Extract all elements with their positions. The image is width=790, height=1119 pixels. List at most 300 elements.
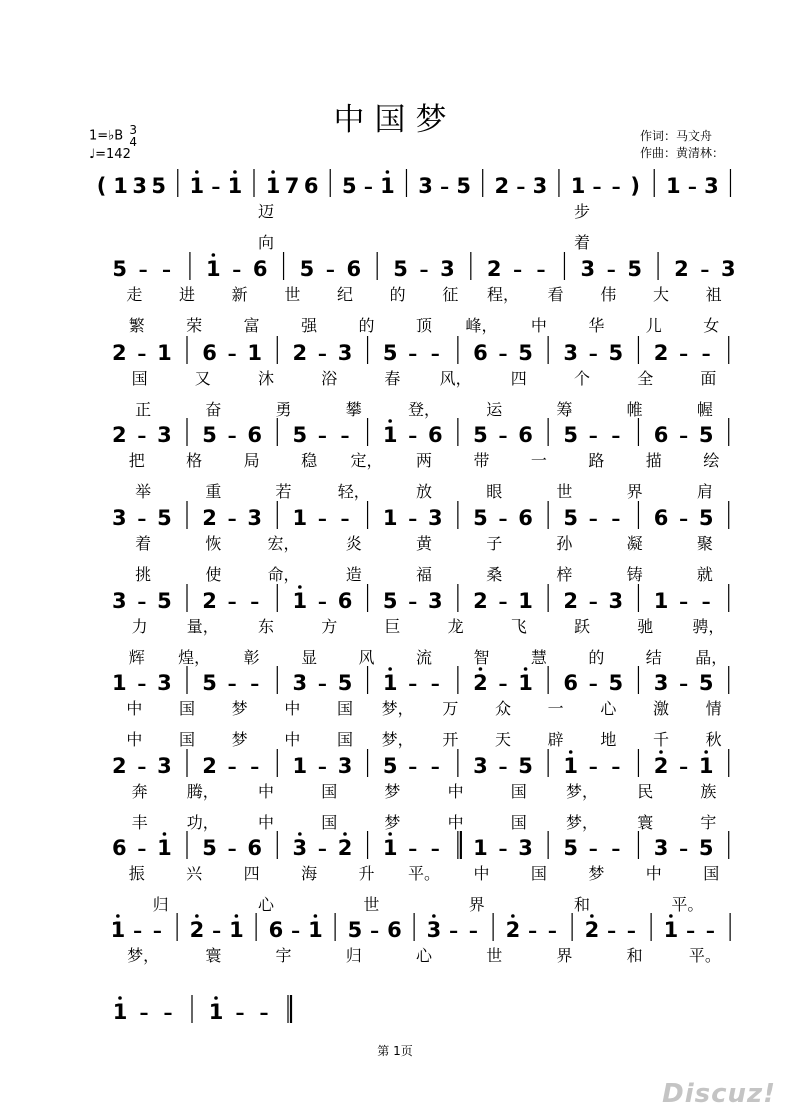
dash-extender: – xyxy=(588,509,598,530)
lyric-char: 命， xyxy=(267,565,300,584)
dash-extender: – xyxy=(700,260,710,281)
note-digit: 1 xyxy=(157,836,172,860)
dash-extender: – xyxy=(137,592,147,613)
high-octave-dot xyxy=(524,667,528,671)
lyric-char: 辉 xyxy=(128,648,145,667)
note-digit: 3 xyxy=(563,341,579,365)
note-digit: ( xyxy=(96,174,107,198)
lyric-char: 众 xyxy=(494,699,512,718)
dash-extender: – xyxy=(137,344,147,365)
lyric-char: 就 xyxy=(696,565,713,584)
dash-extender: – xyxy=(211,177,221,198)
lyric-char: 东 xyxy=(257,617,275,636)
dash-extender: – xyxy=(679,344,689,365)
lyric-char: 梓 xyxy=(556,565,573,584)
page-footer: 第 1页 xyxy=(377,1044,413,1058)
lyric-char: 族 xyxy=(700,782,717,801)
note-digit: 2 xyxy=(505,918,521,942)
high-octave-dot xyxy=(386,170,390,174)
note-digit: 5 xyxy=(456,174,471,198)
note-digit: 1 xyxy=(157,341,172,365)
lyric-char: 把 xyxy=(128,451,145,470)
note-digit: 5 xyxy=(202,671,217,695)
dash-extender: – xyxy=(250,674,260,695)
note-digit: 6 xyxy=(247,423,263,447)
lyric-char: 的 xyxy=(389,285,406,304)
note-digit: 3 xyxy=(111,506,127,530)
lyric-char: 描 xyxy=(645,451,662,470)
high-octave-dot xyxy=(388,667,392,671)
dash-extender: – xyxy=(138,260,148,281)
dash-extender: – xyxy=(317,509,327,530)
high-octave-dot xyxy=(163,832,167,836)
lyric-char: 国 xyxy=(321,782,338,801)
note-digit: 2 xyxy=(111,754,127,778)
dash-extender: – xyxy=(408,509,418,530)
note-digit: 5 xyxy=(563,506,579,530)
dash-extender: – xyxy=(606,260,616,281)
note-digit: 1 xyxy=(382,671,398,695)
dash-extender: – xyxy=(291,921,301,942)
dash-extender: – xyxy=(139,1003,149,1024)
note-digit: 1 xyxy=(265,174,281,198)
lyric-char: 凝 xyxy=(626,534,643,553)
note-digit: 5 xyxy=(382,589,398,613)
lyric-char: 个 xyxy=(573,369,591,388)
dash-extender: – xyxy=(235,1003,245,1024)
lyric-char: 梦， xyxy=(127,946,160,965)
lyric-char: 归 xyxy=(152,895,169,914)
lyric-char: 心 xyxy=(257,895,275,914)
note-digit: 6 xyxy=(518,423,533,447)
note-digit: 6 xyxy=(518,506,533,530)
dash-extender: – xyxy=(227,344,237,365)
lyric-char: 功， xyxy=(186,813,219,832)
lyric-char: 奔 xyxy=(131,782,148,801)
lyric-char: 着 xyxy=(135,534,152,553)
lyric-char: 心 xyxy=(600,699,617,718)
dash-extender: – xyxy=(408,426,418,447)
lyric-char: 秋 xyxy=(705,730,722,749)
note-digit: 6 xyxy=(202,341,217,365)
lyric-char: 风 xyxy=(358,648,375,667)
high-octave-dot xyxy=(343,832,347,836)
note-digit: 6 xyxy=(473,341,488,365)
lyric-char: 丰 xyxy=(131,813,148,832)
lyric-char: 四 xyxy=(243,864,260,883)
dash-extender: – xyxy=(317,592,327,613)
lyric-char: 迈 xyxy=(257,202,275,221)
high-octave-dot xyxy=(235,914,239,918)
dash-extender: – xyxy=(317,426,327,447)
lyric-char: 心 xyxy=(415,946,433,965)
note-digit: 6 xyxy=(653,423,669,447)
note-digit: 5 xyxy=(157,506,172,530)
note-digit: 2 xyxy=(202,589,217,613)
note-digit: 5 xyxy=(563,423,579,447)
lyric-char: 开 xyxy=(442,730,459,749)
dash-extender: – xyxy=(468,921,478,942)
note-digit: 3 xyxy=(532,174,548,198)
high-octave-dot xyxy=(590,914,594,918)
dash-extender: – xyxy=(325,260,335,281)
meter-bottom: 4 xyxy=(129,135,137,149)
note-digit: 1 xyxy=(518,589,533,613)
dash-extender: – xyxy=(212,921,222,942)
lyric-char: 海 xyxy=(301,864,318,883)
note-digit: 5 xyxy=(382,341,398,365)
lyric-char: 一 xyxy=(530,451,547,470)
high-octave-dot xyxy=(212,253,216,257)
note-digit: 5 xyxy=(627,257,642,281)
lyric-char: 显 xyxy=(301,648,318,667)
dash-extender: – xyxy=(498,426,508,447)
note-digit: 3 xyxy=(157,754,172,778)
dash-extender: – xyxy=(588,839,598,860)
lyric-char: 煌， xyxy=(178,648,211,667)
note-digit: 1 xyxy=(382,423,398,447)
dash-extender: – xyxy=(340,426,350,447)
lyric-char: 放 xyxy=(415,482,433,501)
dash-extender: – xyxy=(408,674,418,695)
high-octave-dot xyxy=(116,914,120,918)
lyric-char: 中 xyxy=(284,699,301,718)
lyric-char: 强 xyxy=(301,316,318,335)
lyric-char: 腾， xyxy=(186,782,219,801)
note-digit: 3 xyxy=(440,257,455,281)
lyric-char: 激 xyxy=(652,699,670,718)
lyric-char: 中 xyxy=(126,730,143,749)
high-octave-dot xyxy=(479,667,483,671)
lyric-char: 幄 xyxy=(696,400,713,419)
dash-extender: – xyxy=(686,921,696,942)
dash-extender: – xyxy=(430,674,440,695)
lyric-char: 稳 xyxy=(301,451,318,470)
dash-extender: – xyxy=(152,921,162,942)
lyric-char: 梦 xyxy=(384,782,401,801)
lyric-char: 国 xyxy=(321,813,338,832)
lyric-char: 祖 xyxy=(705,285,722,304)
dash-extender: – xyxy=(679,509,689,530)
lyric-char: 举 xyxy=(135,482,152,501)
note-digit: 6 xyxy=(346,257,362,281)
dash-extender: – xyxy=(408,344,418,365)
lyric-char: 世 xyxy=(556,482,573,501)
note-digit: 1 xyxy=(229,918,244,942)
dash-extender: – xyxy=(227,426,237,447)
high-octave-dot xyxy=(233,170,237,174)
note-digit: 6 xyxy=(268,918,284,942)
note-digit: 3 xyxy=(132,174,147,198)
dash-extender: – xyxy=(498,344,508,365)
high-octave-dot xyxy=(298,832,302,836)
lyric-char: 肩 xyxy=(696,482,713,501)
high-octave-dot xyxy=(388,832,392,836)
dash-extender: – xyxy=(611,757,621,778)
lyric-char: 智 xyxy=(473,648,490,667)
dash-extender: – xyxy=(588,757,598,778)
lyric-char: 地 xyxy=(600,730,617,749)
lyric-char: 千 xyxy=(652,730,670,749)
note-digit: 3 xyxy=(292,671,308,695)
note-digit: 1 xyxy=(665,174,681,198)
lyric-char: 跃 xyxy=(573,617,591,636)
song-title: 中国梦 xyxy=(333,102,457,138)
note-digit: 1 xyxy=(382,506,398,530)
note-digit: 3 xyxy=(720,257,736,281)
note-digit: 3 xyxy=(157,671,172,695)
note-digit: 1 xyxy=(227,174,243,198)
note-digit: 3 xyxy=(418,174,433,198)
dash-extender: – xyxy=(317,674,327,695)
lyric-char: 勇 xyxy=(275,400,292,419)
note-digit: 1 xyxy=(473,836,488,860)
note-digit: 1 xyxy=(663,918,679,942)
meter-top: 3 xyxy=(129,123,137,137)
lyric-char: 宏， xyxy=(267,534,300,553)
lyric-char: 的 xyxy=(588,648,605,667)
dash-extender: – xyxy=(592,177,602,198)
lyric-char: 世 xyxy=(363,895,380,914)
dash-extender: – xyxy=(498,509,508,530)
high-octave-dot xyxy=(388,419,392,423)
note-digit: 5 xyxy=(518,341,533,365)
note-digit: 5 xyxy=(473,506,488,530)
lyric-char: 世 xyxy=(486,946,503,965)
high-octave-dot xyxy=(569,750,573,754)
lyric-char: 中 xyxy=(530,316,547,335)
lyricist: 作词：马文舟 xyxy=(640,129,713,143)
lyric-char: 黄 xyxy=(415,534,433,553)
lyric-char: 向 xyxy=(257,233,275,252)
dash-extender: – xyxy=(137,757,147,778)
lyric-char: 眼 xyxy=(486,482,503,501)
note-digit: 3 xyxy=(111,589,127,613)
lyric-char: 炎 xyxy=(345,534,362,553)
lyric-char: 梦， xyxy=(381,699,414,718)
lyric-char: 帷 xyxy=(626,400,643,419)
lyric-char: 华 xyxy=(588,316,605,335)
lyric-char: 巨 xyxy=(384,617,401,636)
dash-extender: – xyxy=(626,921,636,942)
lyric-char: 峰， xyxy=(465,316,498,335)
lyric-char: 风， xyxy=(439,369,472,388)
lyric-char: 天 xyxy=(494,730,512,749)
lyric-char: 走 xyxy=(126,285,143,304)
note-digit: 5 xyxy=(698,423,714,447)
note-digit: 5 xyxy=(337,671,353,695)
note-digit: 2 xyxy=(653,754,669,778)
lyric-char: 挑 xyxy=(135,565,152,584)
note-digit: 5 xyxy=(608,671,624,695)
lyric-char: 寰 xyxy=(637,813,654,832)
lyric-char: 浴 xyxy=(321,369,338,388)
high-octave-dot xyxy=(214,996,218,1000)
note-digit: 3 xyxy=(704,174,719,198)
lyric-char: 宇 xyxy=(700,813,717,832)
lyric-char: 铸 xyxy=(626,565,643,584)
lyric-char: 梦 xyxy=(384,813,401,832)
lyric-char: 晶， xyxy=(695,648,728,667)
dash-extender: – xyxy=(137,674,147,695)
lyric-char: 彰 xyxy=(243,648,260,667)
note-digit: 2 xyxy=(584,918,600,942)
lyric-char: 梦 xyxy=(588,864,605,883)
lyric-char: 平。 xyxy=(688,946,721,965)
note-digit: ) xyxy=(630,174,640,198)
note-digit: 3 xyxy=(518,836,533,860)
lyric-char: 辟 xyxy=(547,730,564,749)
note-digit: 5 xyxy=(393,257,408,281)
lyric-char: 结 xyxy=(645,648,662,667)
lyric-char: 儿 xyxy=(645,316,662,335)
lyric-char: 繁 xyxy=(128,316,145,335)
lyric-char: 两 xyxy=(415,451,433,470)
note-digit: 5 xyxy=(518,754,533,778)
lyric-char: 征 xyxy=(442,285,459,304)
dash-extender: – xyxy=(259,1003,269,1024)
lyric-char: 界 xyxy=(468,895,485,914)
lyric-char: 慧 xyxy=(530,648,547,667)
lyric-char: 全 xyxy=(637,369,654,388)
dash-extender: – xyxy=(137,839,147,860)
lyric-char: 升 xyxy=(358,864,375,883)
note-digit: 3 xyxy=(427,506,443,530)
lyric-char: 恢 xyxy=(205,534,222,553)
lyric-char: 桑 xyxy=(486,565,503,584)
dash-extender: – xyxy=(679,839,689,860)
lyric-char: 梦， xyxy=(565,813,599,832)
dash-extender: – xyxy=(317,344,327,365)
dash-extender: – xyxy=(498,592,508,613)
dash-extender: – xyxy=(419,260,429,281)
dash-extender: – xyxy=(701,344,711,365)
lyric-char: 国 xyxy=(178,699,196,718)
lyric-char: 兴 xyxy=(186,864,203,883)
note-digit: 3 xyxy=(473,754,488,778)
note-digit: 1 xyxy=(563,754,579,778)
note-digit: 6 xyxy=(247,836,263,860)
lyric-char: 着 xyxy=(573,233,591,252)
note-digit: 3 xyxy=(292,836,308,860)
lyric-char: 平。 xyxy=(671,895,704,914)
note-digit: 5 xyxy=(341,174,357,198)
note-digit: 1 xyxy=(206,257,221,281)
lyric-char: 正 xyxy=(135,400,152,419)
lyric-char: 伟 xyxy=(600,285,617,304)
dash-extender: – xyxy=(250,757,260,778)
dash-extender: – xyxy=(227,674,237,695)
lyric-char: 子 xyxy=(486,534,503,553)
note-digit: 5 xyxy=(347,918,363,942)
lyric-char: 福 xyxy=(415,565,433,584)
note-digit: 1 xyxy=(292,506,308,530)
lyric-char: 中 xyxy=(447,782,464,801)
note-digit: 5 xyxy=(202,423,217,447)
lyric-char: 沐 xyxy=(257,369,275,388)
note-digit: 3 xyxy=(337,754,353,778)
lyric-char: 看 xyxy=(547,285,564,304)
high-octave-dot xyxy=(271,170,275,174)
note-digit: 6 xyxy=(303,174,319,198)
lyric-char: 国 xyxy=(510,813,527,832)
dash-extender: – xyxy=(163,1003,173,1024)
note-digit: 6 xyxy=(111,836,127,860)
lyric-char: 力 xyxy=(131,617,148,636)
note-digit: 5 xyxy=(698,836,714,860)
note-digit: 1 xyxy=(111,671,127,695)
note-digit: 1 xyxy=(382,836,398,860)
lyric-char: 万 xyxy=(442,699,459,718)
lyric-char: 一 xyxy=(547,699,564,718)
note-digit: 6 xyxy=(252,257,268,281)
dash-extender: – xyxy=(370,921,380,942)
high-octave-dot xyxy=(669,914,673,918)
note-digit: 2 xyxy=(494,174,510,198)
lyric-char: 富 xyxy=(243,316,260,335)
dash-extender: – xyxy=(363,177,373,198)
dash-extender: – xyxy=(611,509,621,530)
note-digit: 5 xyxy=(382,754,398,778)
note-digit: 5 xyxy=(563,836,579,860)
lyric-char: 孙 xyxy=(556,534,573,553)
high-octave-dot xyxy=(704,750,708,754)
lyric-char: 中 xyxy=(126,699,143,718)
lyric-char: 国 xyxy=(336,699,354,718)
dash-extender: – xyxy=(227,592,237,613)
lyric-char: 和 xyxy=(626,946,643,965)
high-octave-dot xyxy=(314,914,318,918)
dash-extender: – xyxy=(611,839,621,860)
note-digit: 2 xyxy=(486,257,502,281)
dash-extender: – xyxy=(588,674,598,695)
dash-extender: – xyxy=(679,426,689,447)
dash-extender: – xyxy=(430,839,440,860)
note-digit: 1 xyxy=(113,174,128,198)
note-digit: 2 xyxy=(473,589,488,613)
lyric-char: 造 xyxy=(345,565,362,584)
lyric-char: 国 xyxy=(530,864,547,883)
lyric-char: 民 xyxy=(637,782,654,801)
dash-extender: – xyxy=(607,921,617,942)
note-digit: 1 xyxy=(653,589,669,613)
note-digit: 6 xyxy=(427,423,443,447)
note-digit: 3 xyxy=(608,589,624,613)
note-digit: 5 xyxy=(299,257,315,281)
lyric-char: 带 xyxy=(473,451,490,470)
note-digit: 5 xyxy=(473,423,488,447)
lyric-char: 方 xyxy=(321,617,338,636)
lyric-char: 飞 xyxy=(510,617,527,636)
dash-extender: – xyxy=(498,839,508,860)
dash-extender: – xyxy=(705,921,715,942)
tempo-mark: ♩=142 xyxy=(89,147,131,162)
high-octave-dot xyxy=(432,914,436,918)
dash-extender: – xyxy=(227,839,237,860)
high-octave-dot xyxy=(195,170,199,174)
lyric-char: 局 xyxy=(243,451,260,470)
lyric-char: 运 xyxy=(486,400,503,419)
note-digit: 2 xyxy=(674,257,689,281)
dash-extender: – xyxy=(679,757,689,778)
lyric-char: 情 xyxy=(705,699,722,718)
lyric-char: 梦， xyxy=(381,730,414,749)
note-digit: 1 xyxy=(292,754,308,778)
note-digit: 5 xyxy=(698,671,714,695)
lyric-char: 定， xyxy=(350,451,383,470)
lyric-char: 界 xyxy=(626,482,643,501)
dash-extender: – xyxy=(408,757,418,778)
